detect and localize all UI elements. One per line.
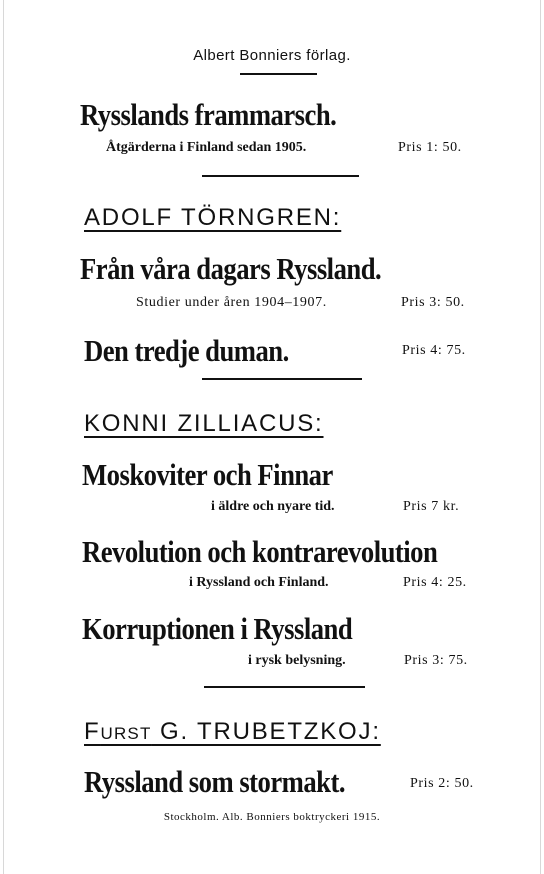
book-title: Från våra dagars Ryssland. xyxy=(80,251,382,286)
book-subtitle: Åtgärderna i Finland sedan 1905. xyxy=(106,140,307,155)
page-edge-right xyxy=(540,0,541,874)
book-subtitle: i rysk belysning. xyxy=(248,653,346,668)
printer-footer: Stockholm. Alb. Bonniers boktryckeri 1915. xyxy=(163,811,381,823)
book-title: Ryssland som stormakt. xyxy=(84,764,346,799)
divider xyxy=(240,73,317,75)
book-subtitle: i äldre och nyare tid. xyxy=(211,499,335,514)
author-name: ADOLF TÖRNGREN: xyxy=(84,204,342,231)
book-price: Pris 2: 50. xyxy=(410,776,474,791)
author-name-rest: G. TRUBETZKOJ: xyxy=(151,718,381,745)
page-edge-left xyxy=(3,0,4,874)
author-name-initial: F xyxy=(84,718,101,745)
book-price: Pris 7 kr. xyxy=(403,499,460,514)
book-title: Korruptionen i Ryssland xyxy=(82,611,353,646)
book-subtitle: i Ryssland och Finland. xyxy=(189,575,329,590)
publisher-heading: Albert Bonniers förlag. xyxy=(193,47,351,64)
book-title: Revolution och kontrarevolution xyxy=(82,534,438,569)
divider xyxy=(202,175,359,177)
author-name: KONNI ZILLIACUS: xyxy=(84,410,324,437)
book-title: Rysslands frammarsch. xyxy=(80,97,337,132)
book-title: Moskoviter och Finnar xyxy=(82,457,333,492)
book-price: Pris 3: 50. xyxy=(401,295,465,310)
author-name xyxy=(84,718,381,746)
book-price: Pris 3: 75. xyxy=(404,653,468,668)
book-price: Pris 1: 50. xyxy=(398,140,462,155)
author-name-title: URST xyxy=(100,724,152,743)
book-price: Pris 4: 25. xyxy=(403,575,467,590)
book-price: Pris 4: 75. xyxy=(402,343,466,358)
book-subtitle: Studier under åren 1904–1907. xyxy=(136,295,327,310)
divider xyxy=(204,686,365,688)
divider xyxy=(202,378,362,380)
book-title: Den tredje duman. xyxy=(84,333,289,368)
